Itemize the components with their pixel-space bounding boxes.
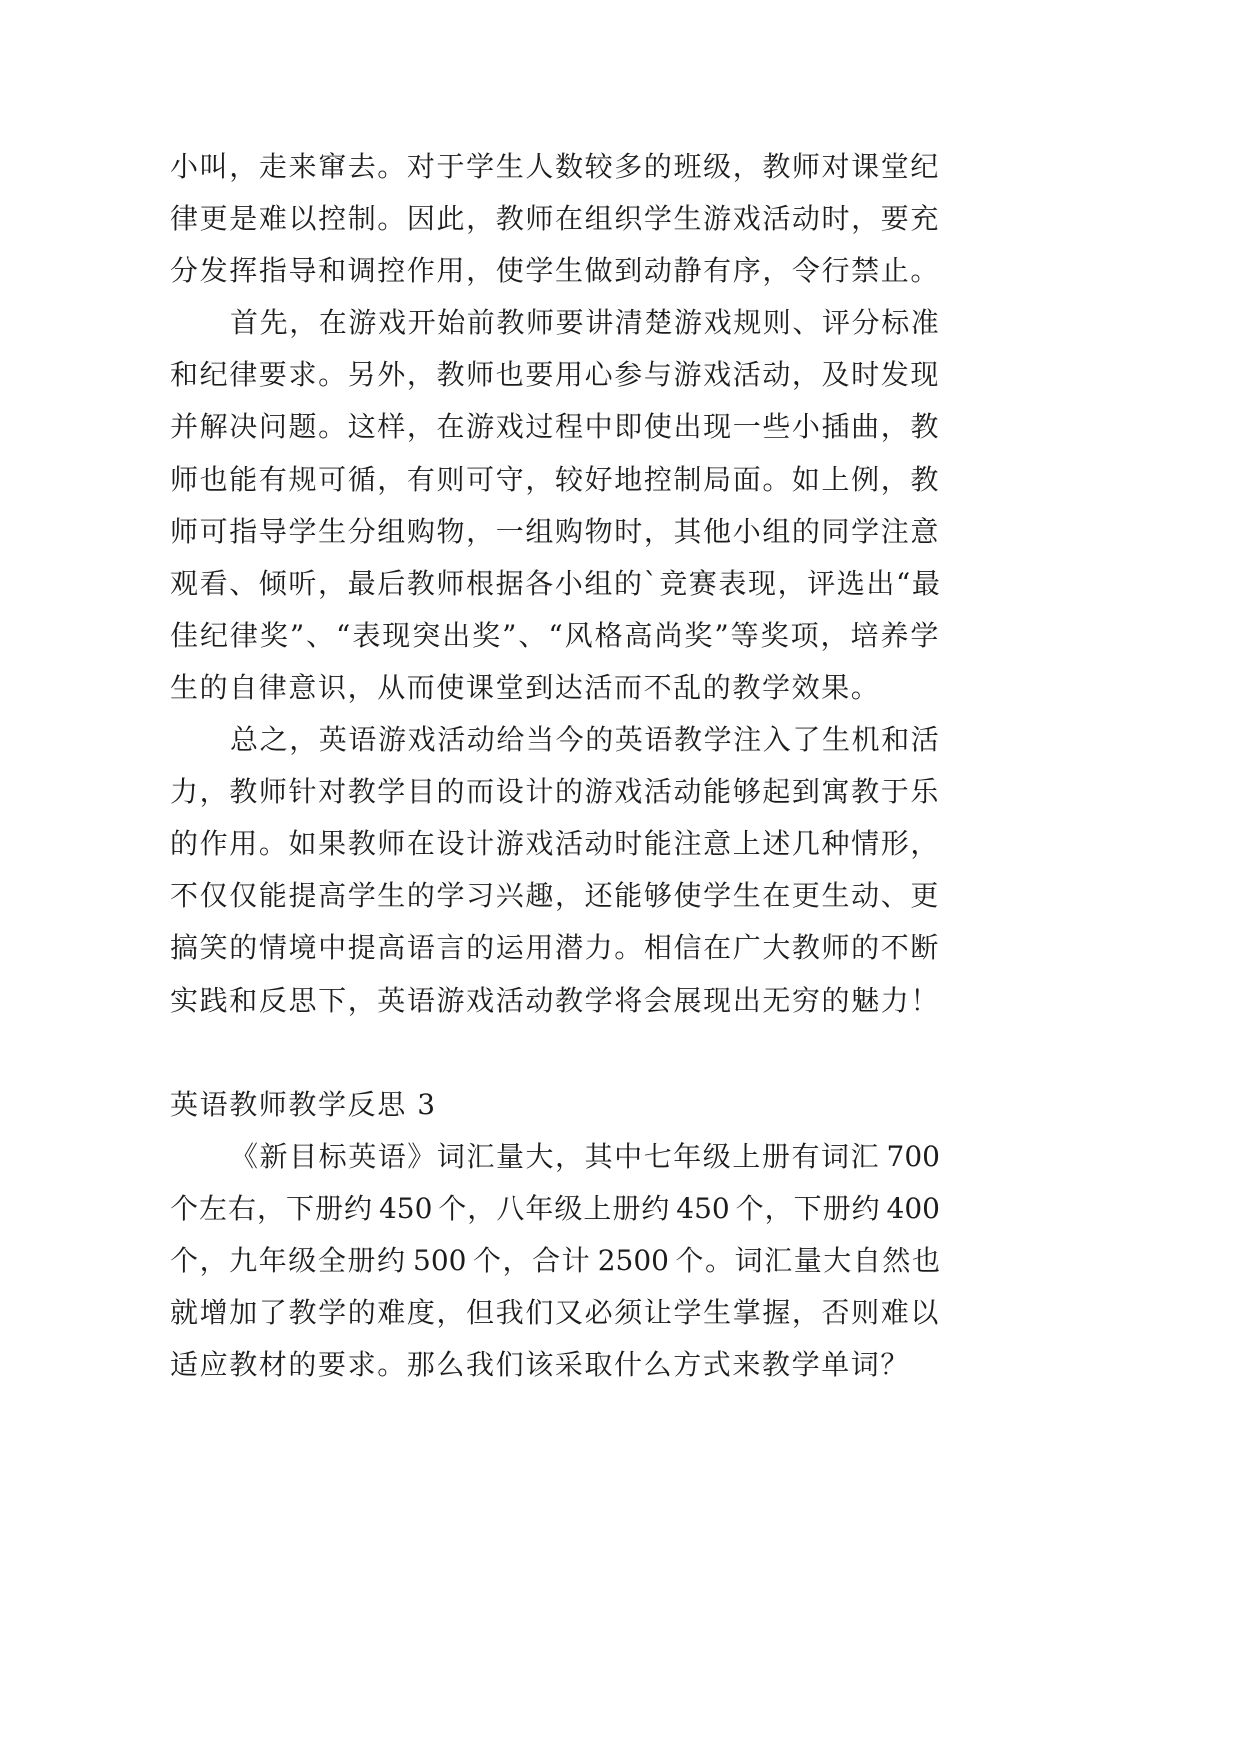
text-line: 生的自律意识，从而使课堂到达活而不乱的教学效果。 xyxy=(170,670,881,704)
paragraph xyxy=(170,714,940,1027)
text-line: 佳纪律奖”、“表现突出奖”、“风格高尚奖”等奖项，培养学 xyxy=(170,618,940,652)
text-line: 观看、倾听，最后教师根据各小组的`竞赛表现，评选出“最 xyxy=(170,566,942,600)
text-line: 首先，在游戏开始前教师要讲清楚游戏规则、评分标准 xyxy=(230,306,941,340)
text-line: 总之，英语游戏活动给当今的英语教学注入了生机和活 xyxy=(230,723,941,757)
paragraph xyxy=(170,1131,940,1391)
text-line: 不仅仅能提高学生的学习兴趣，还能够使学生在更生动、更 xyxy=(170,879,940,913)
text-line: 的作用。如果教师在设计游戏活动时能注意上述几种情形， xyxy=(170,827,940,861)
text-line: 就增加了教学的难度，但我们又必须让学生掌握，否则难以 xyxy=(170,1296,940,1330)
text-line: 适应教材的要求。那么我们该采取什么方式来教学单词？ xyxy=(170,1348,911,1382)
text-line: 个左右，下册约 450 个，八年级上册约 450 个，下册约 400 xyxy=(170,1191,940,1225)
text-line: 搞笑的情境中提高语言的运用潜力。相信在广大教师的不断 xyxy=(170,931,940,965)
text-line: 个，九年级全册约 500 个，合计 2500 个。词汇量大自然也 xyxy=(170,1243,940,1277)
text-line: 师可指导学生分组购物，一组购物时，其他小组的同学注意 xyxy=(170,514,940,548)
text-line: 师也能有规可循，有则可守，较好地控制局面。如上例，教 xyxy=(170,462,940,496)
text-line: 力，教师针对教学目的而设计的游戏活动能够起到寓教于乐 xyxy=(170,775,940,809)
document-page xyxy=(170,141,940,1391)
paragraph xyxy=(170,297,940,714)
text-line: 和纪律要求。另外，教师也要用心参与游戏活动，及时发现 xyxy=(170,358,940,392)
section-heading: 英语教师教学反思 3 xyxy=(170,1087,437,1121)
blank-line xyxy=(170,1027,940,1079)
paragraph xyxy=(170,141,940,297)
text-line: 小叫，走来窜去。对于学生人数较多的班级，教师对课堂纪 xyxy=(170,150,940,183)
text-line: 实践和反思下，英语游戏活动教学将会展现出无穷的魅力！ xyxy=(170,983,940,1017)
text-line: 并解决问题。这样，在游戏过程中即使出现一些小插曲，教 xyxy=(170,410,940,444)
text-line: 律更是难以控制。因此，教师在组织学生游戏活动时，要充 xyxy=(170,202,940,236)
text-line: 分发挥指导和调控作用，使学生做到动静有序，令行禁止。 xyxy=(170,254,940,288)
text-line: 《新目标英语》词汇量大，其中七年级上册有词汇 700 xyxy=(230,1139,940,1173)
